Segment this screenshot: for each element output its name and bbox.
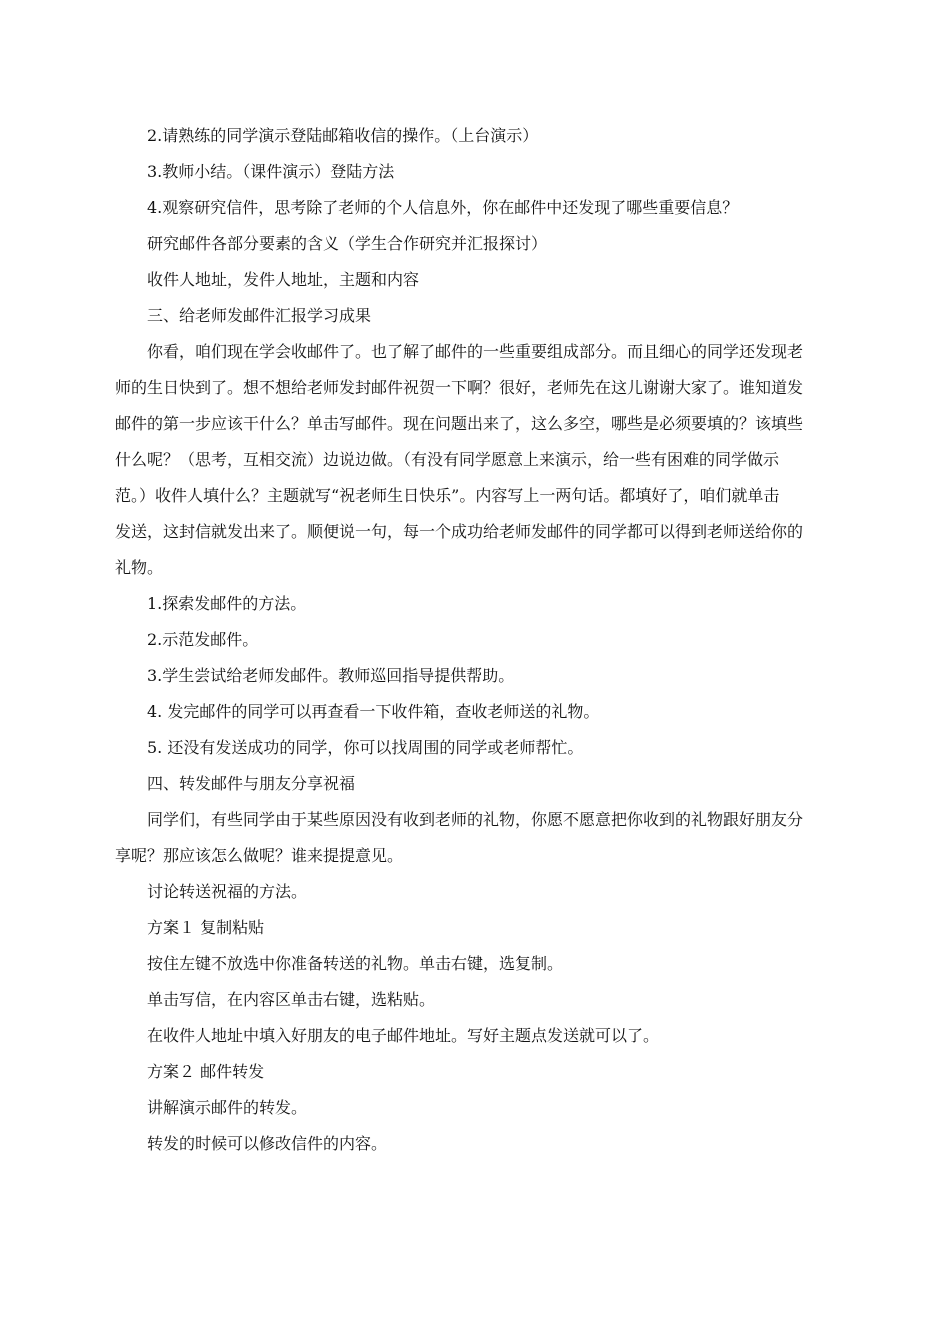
plan-1-step-1: 按住左键不放选中你准备转送的礼物。单击右键，选复制。 (147, 954, 564, 973)
plan-1-heading: 方案１ 复制粘贴 (147, 918, 265, 937)
paragraph-line: 你看，咱们现在学会收邮件了。也了解了邮件的一些重要组成部分。而且细心的同学还发现老 (147, 342, 804, 361)
paragraph-line: 享呢？那应该怎么做呢？谁来提提意见。 (115, 846, 404, 865)
paragraph-line: 范。）收件人填什么？主题就写“祝老师生日快乐”。内容写上一两句话。都填好了，咱们就单击 (115, 486, 780, 505)
step-3-line: 3.教师小结。（课件演示）登陆方法 (147, 162, 395, 181)
plan-2-step-2: 转发的时候可以修改信件的内容。 (147, 1134, 388, 1153)
paragraph-line: 发送，这封信就发出来了。顺便说一句，每一个成功给老师发邮件的同学都可以得到老师送给你的 (115, 522, 804, 541)
send-step-1: 1.探索发邮件的方法。 (147, 594, 307, 613)
plan-2-heading: 方案２ 邮件转发 (147, 1062, 265, 1081)
step-4-line: 4.观察研究信件，思考除了老师的个人信息外，你在邮件中还发现了哪些重要信息？ (147, 198, 739, 217)
send-step-4: 4. 发完邮件的同学可以再查看一下收件箱，查收老师送的礼物。 (147, 702, 600, 721)
send-step-3: 3.学生尝试给老师发邮件。教师巡回指导提供帮助。 (147, 666, 515, 685)
plan-1-step-2: 单击写信，在内容区单击右键，选粘贴。 (147, 990, 436, 1009)
research-line: 研究邮件各部分要素的含义（学生合作研究并汇报探讨） (147, 234, 548, 253)
paragraph-forward-mail (115, 802, 840, 874)
plan-2-step-1: 讲解演示邮件的转发。 (147, 1098, 308, 1117)
section-3-heading: 三、给老师发邮件汇报学习成果 (147, 306, 372, 325)
paragraph-line: 邮件的第一步应该干什么？单击写邮件。现在问题出来了，这么多空，哪些是必须要填的？该填些 (115, 414, 804, 433)
section-4-heading: 四、转发邮件与朋友分享祝福 (147, 774, 356, 793)
discuss-line: 讨论转送祝福的方法。 (147, 882, 308, 901)
elements-line: 收件人地址，发件人地址，主题和内容 (147, 270, 420, 289)
paragraph-line: 什么呢？（思考，互相交流）边说边做。（有没有同学愿意上来演示，给一些有困难的同学做示 (115, 450, 780, 469)
paragraph-line: 礼物。 (115, 558, 164, 577)
send-step-5: 5. 还没有发送成功的同学，你可以找周围的同学或老师帮忙。 (147, 738, 584, 757)
paragraph-line: 同学们，有些同学由于某些原因没有收到老师的礼物，你愿不愿意把你收到的礼物跟好朋友分 (147, 810, 804, 829)
paragraph-send-mail (115, 334, 840, 586)
send-step-2: 2.示范发邮件。 (147, 630, 259, 649)
paragraph-line: 师的生日快到了。想不想给老师发封邮件祝贺一下啊？很好，老师先在这儿谢谢大家了。谁知道发 (115, 378, 804, 397)
plan-1-step-3: 在收件人地址中填入好朋友的电子邮件地址。写好主题点发送就可以了。 (147, 1026, 660, 1045)
document-body (115, 118, 840, 1162)
step-2-line: 2.请熟练的同学演示登陆邮箱收信的操作。（上台演示） (147, 126, 539, 145)
